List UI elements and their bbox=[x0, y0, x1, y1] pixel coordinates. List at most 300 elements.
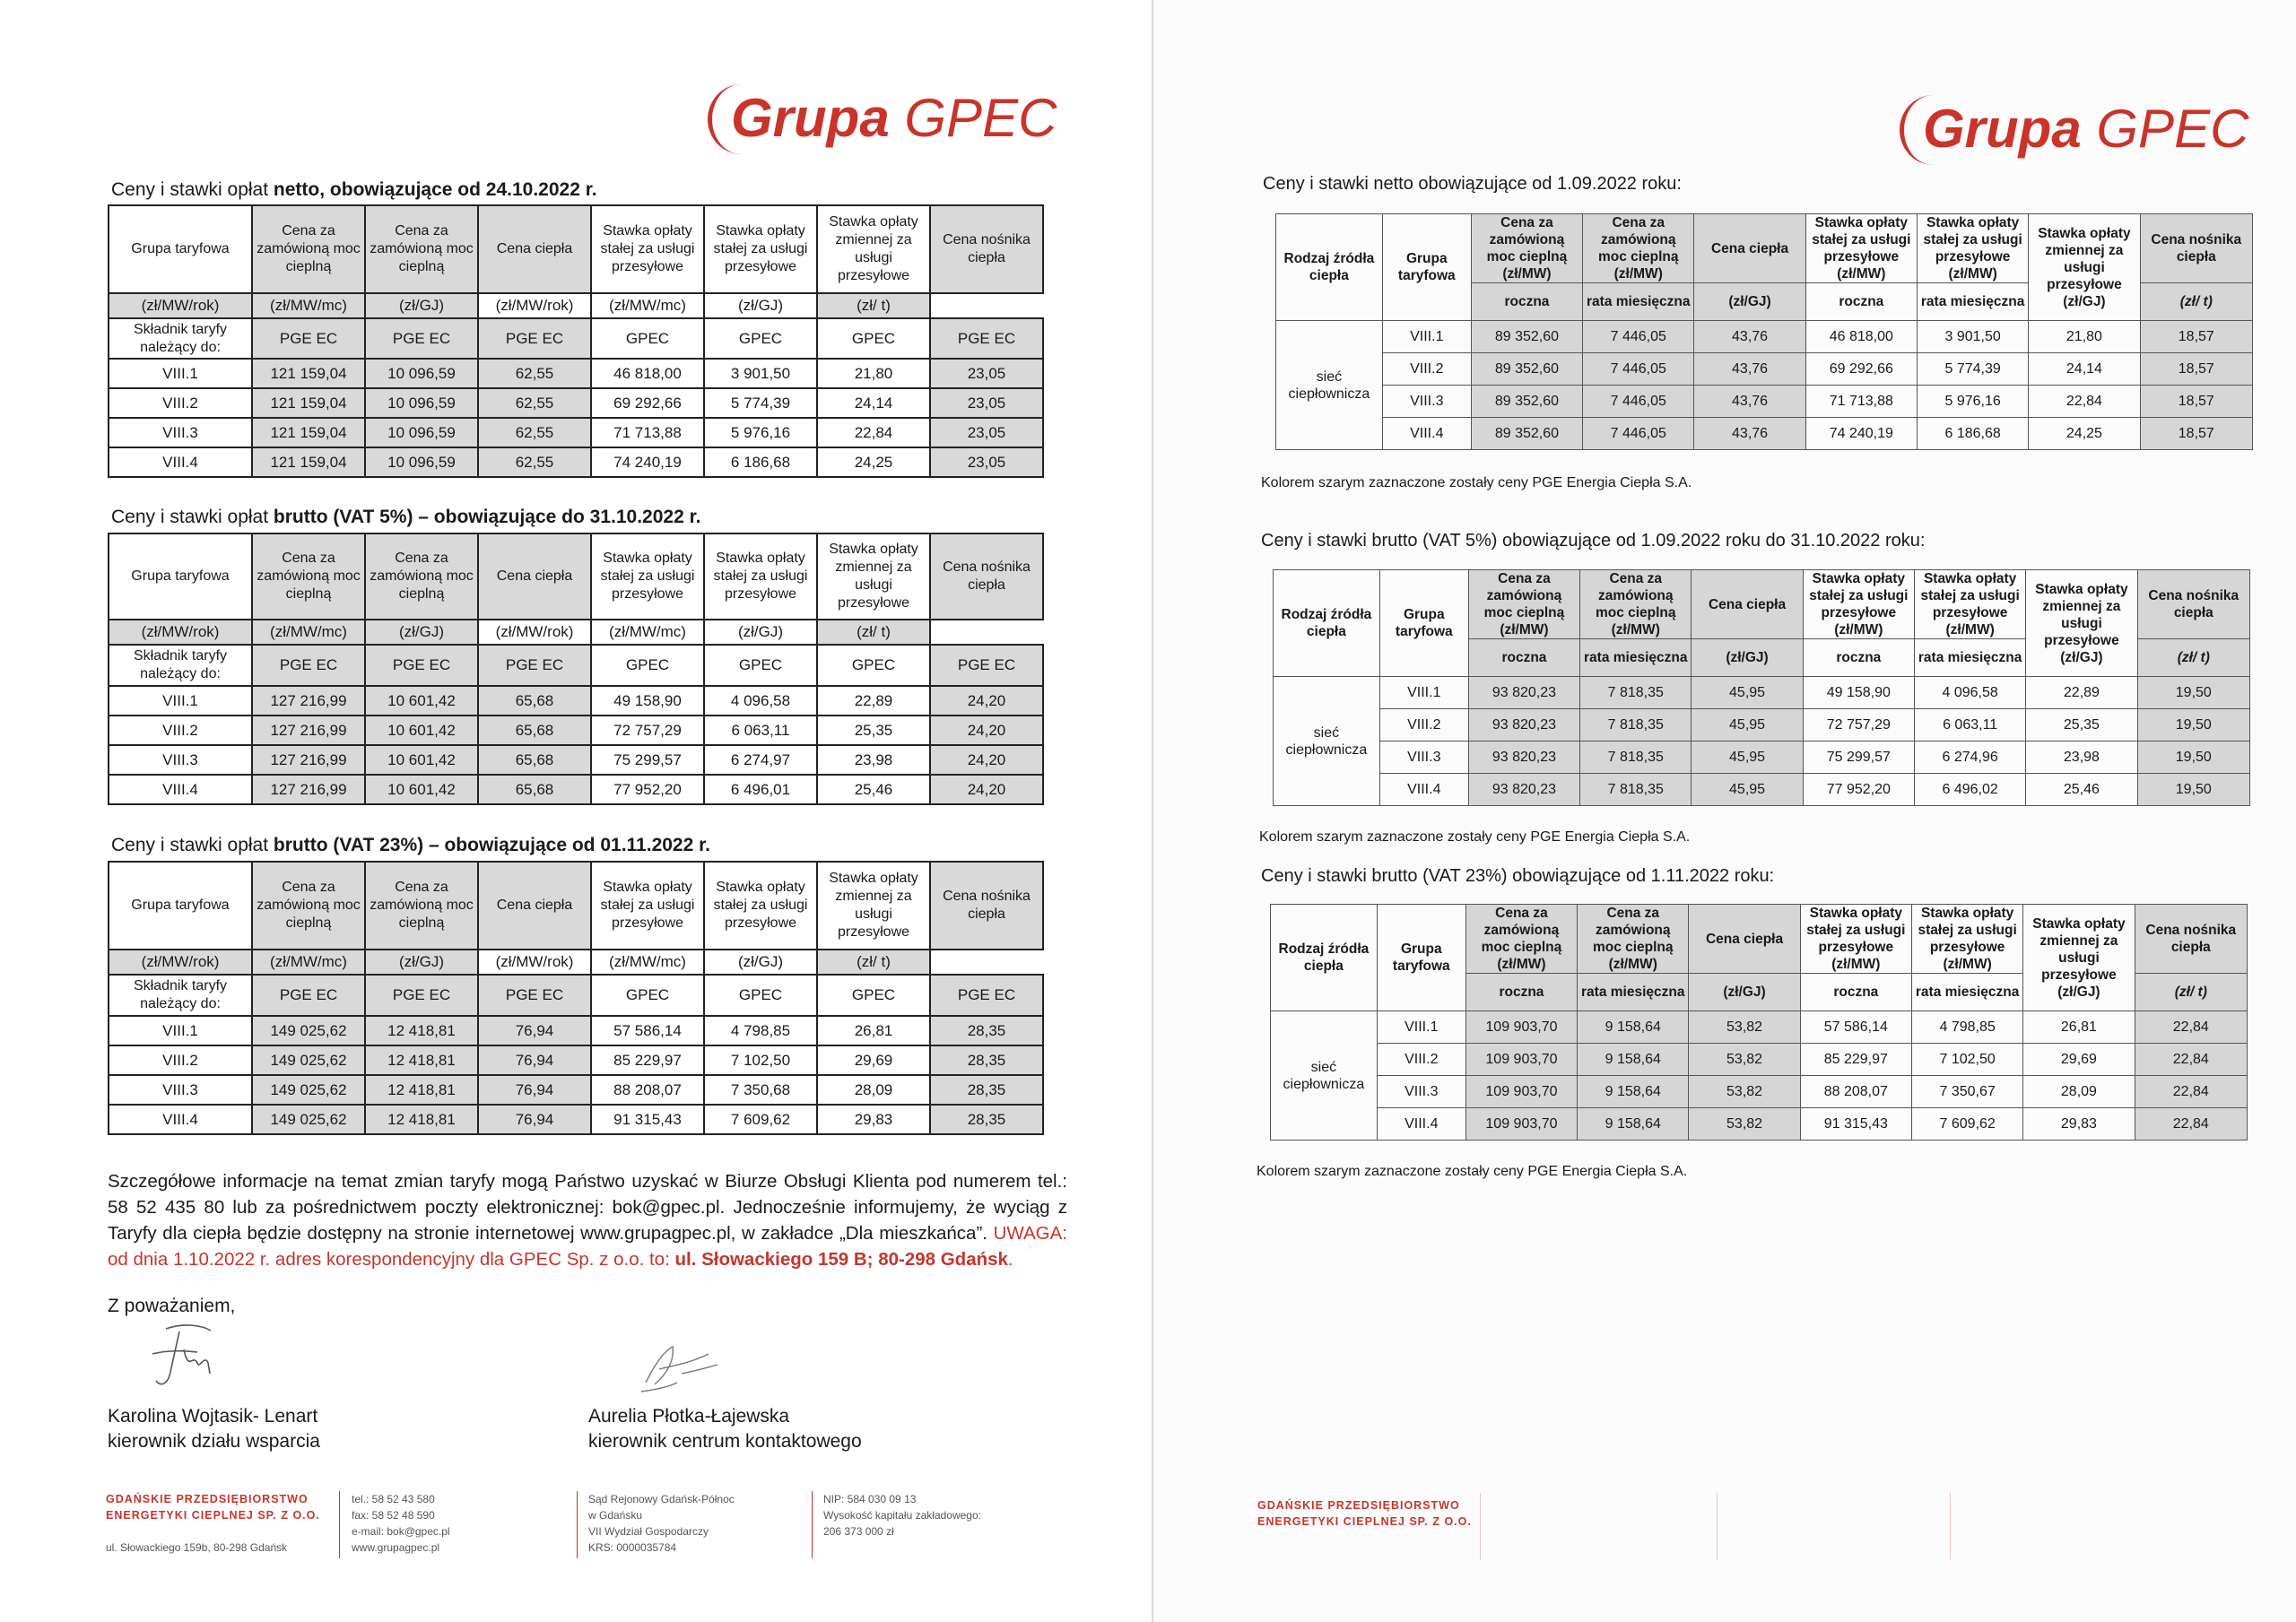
col-header: Stawka opłaty stałej za usługi przesyłowe bbox=[591, 205, 704, 293]
table-cell: 121 159,04 bbox=[252, 447, 365, 477]
table-cell: 23,98 bbox=[2026, 742, 2137, 774]
table-cell: 22,84 bbox=[817, 418, 930, 447]
table-cell: VIII.4 bbox=[109, 775, 252, 804]
table-row bbox=[109, 745, 1043, 775]
table-cell: 4 798,85 bbox=[1911, 1011, 2022, 1044]
table-cell: 43,76 bbox=[1694, 353, 1805, 386]
table-cell: VIII.4 bbox=[1379, 774, 1468, 806]
table-cell: 6 063,11 bbox=[1914, 709, 2025, 742]
table-cell: 149 025,62 bbox=[252, 1016, 365, 1045]
table-cell: 28,09 bbox=[817, 1075, 930, 1105]
component-label: Składnik taryfy należący do: bbox=[109, 975, 252, 1016]
source-header: Rodzaj źródła ciepła bbox=[1274, 570, 1380, 677]
table-cell: VIII.2 bbox=[109, 1045, 252, 1075]
table-row bbox=[1271, 1076, 2248, 1108]
footer-separator bbox=[1717, 1493, 1718, 1560]
table-cell: 4 096,58 bbox=[1914, 677, 2025, 709]
footer-company: GDAŃSKIE PRZEDSIĘBIORSTWO ENERGETYKI CIEPLNEJ SP. Z O.O. bbox=[106, 1493, 320, 1522]
table-row bbox=[109, 716, 1043, 745]
table-cell: 12 418,81 bbox=[365, 1075, 478, 1105]
table-cell: 4 798,85 bbox=[704, 1016, 817, 1045]
table-cell: 10 601,42 bbox=[365, 686, 478, 716]
table-cell: 89 352,60 bbox=[1471, 321, 1582, 353]
table-cell: 76,94 bbox=[478, 1045, 591, 1075]
component-cell: GPEC bbox=[704, 975, 817, 1016]
col-subheader: (zł/ t) bbox=[2137, 639, 2249, 677]
table-cell: 77 952,20 bbox=[1803, 774, 1914, 806]
table-cell: 26,81 bbox=[2023, 1011, 2135, 1044]
col-header: Cena ciepła bbox=[478, 533, 591, 620]
table-row bbox=[1276, 321, 2253, 353]
col-header: Cena za zamówioną moc cieplną bbox=[365, 533, 478, 620]
table-cell: 62,55 bbox=[478, 447, 591, 477]
table-cell: 18,57 bbox=[2140, 321, 2252, 353]
table-row bbox=[109, 686, 1043, 716]
table-cell: 127 216,99 bbox=[252, 745, 365, 775]
table-cell: 25,35 bbox=[2026, 709, 2137, 742]
table-cell: 93 820,23 bbox=[1468, 709, 1579, 742]
table-cell: 10 096,59 bbox=[365, 359, 478, 388]
table-cell: 24,14 bbox=[817, 388, 930, 418]
col-header: Cena za zamówioną moc cieplną bbox=[252, 533, 365, 620]
unit-cell: (zł/MW/rok) bbox=[109, 293, 252, 318]
table-cell: VIII.1 bbox=[109, 1016, 252, 1045]
table-cell: 69 292,66 bbox=[1805, 353, 1917, 386]
table-cell: 5 976,16 bbox=[704, 418, 817, 447]
col-subheader: rata miesięczna bbox=[1917, 283, 2028, 321]
unit-cell: (zł/MW/rok) bbox=[478, 293, 591, 318]
table-cell: VIII.3 bbox=[109, 745, 252, 775]
table-cell: VIII.4 bbox=[1377, 1108, 1465, 1141]
table-cell: VIII.1 bbox=[1382, 321, 1471, 353]
table-netto bbox=[108, 204, 1044, 478]
table-cell: 121 159,04 bbox=[252, 418, 365, 447]
table-row bbox=[1274, 774, 2250, 806]
table-cell: VIII.3 bbox=[1377, 1076, 1465, 1108]
table-cell: 23,98 bbox=[817, 745, 930, 775]
col-subheader: roczna bbox=[1468, 639, 1579, 677]
col-subheader: roczna bbox=[1805, 283, 1917, 321]
unit-cell: (zł/MW/mc) bbox=[252, 950, 365, 975]
table-cell: 6 186,68 bbox=[1917, 418, 2028, 450]
table-cell: 43,76 bbox=[1694, 386, 1805, 418]
table-cell: 10 096,59 bbox=[365, 418, 478, 447]
component-cell: GPEC bbox=[817, 975, 930, 1016]
table-cell: 25,46 bbox=[2026, 774, 2137, 806]
unit-cell: (zł/MW/rok) bbox=[478, 950, 591, 975]
footer-separator bbox=[812, 1491, 813, 1558]
table-cell: 22,84 bbox=[2135, 1011, 2247, 1044]
table-cell: 71 713,88 bbox=[1805, 386, 1917, 418]
col-header: Cena nośnika ciepła bbox=[930, 533, 1043, 620]
component-cell: GPEC bbox=[817, 645, 930, 686]
table-row bbox=[109, 1045, 1043, 1075]
component-cell: PGE EC bbox=[930, 318, 1043, 359]
col-header: Cena nośnika ciepła bbox=[2137, 570, 2249, 639]
table-cell: 24,20 bbox=[930, 775, 1043, 804]
col-subheader: roczna bbox=[1465, 974, 1577, 1011]
signatory-1 bbox=[108, 1404, 320, 1454]
table-cell: 75 299,57 bbox=[1803, 742, 1914, 774]
footer-company: GDAŃSKIE PRZEDSIĘBIORSTWO ENERGETYKI CIEPLNEJ SP. Z O.O. bbox=[1257, 1499, 1472, 1528]
unit-cell: (zł/GJ) bbox=[704, 293, 817, 318]
col-header: Cena za zamówioną moc cieplną (zł/MW) bbox=[1578, 905, 1689, 974]
table-row bbox=[1276, 353, 2253, 386]
table-cell: 10 601,42 bbox=[365, 745, 478, 775]
info-paragraph: Szczegółowe informacje na temat zmian taryfy mogą Państwo uzyskać w Biurze Obsługi Klienta pod numerem tel.: 58 52 435 80 lub za pośrednictwem poczty elektronicznej: bok@gpec.pl. Jednocześnie informujemy, że wyciąg z Taryfy dla ciepła będzie dostępny na stronie internetowej www.grupagpec.pl, w zakładce „Dla mieszkańca”. UWAGA: od dnia 1.10.2022 r. adres korespondencyjny dla GPEC Sp. z o.o. to: ul. Słowackiego 159 B; 80-298 Gdańsk. bbox=[108, 1171, 1067, 1270]
table-cell: 26,81 bbox=[817, 1016, 930, 1045]
table-cell: 28,35 bbox=[930, 1045, 1043, 1075]
group-header: Grupa taryfowa bbox=[1379, 570, 1468, 677]
table-cell: 65,68 bbox=[478, 686, 591, 716]
table-cell: 72 757,29 bbox=[591, 716, 704, 745]
component-cell: PGE EC bbox=[365, 975, 478, 1016]
table-cell: 22,89 bbox=[2026, 677, 2137, 709]
table-cell: 89 352,60 bbox=[1471, 418, 1582, 450]
table-cell: 22,84 bbox=[2135, 1076, 2247, 1108]
col-header: Grupa taryfowa bbox=[109, 533, 252, 620]
table-row bbox=[109, 775, 1043, 804]
table-cell: 7 446,05 bbox=[1583, 418, 1694, 450]
table-cell: 6 063,11 bbox=[704, 716, 817, 745]
table-cell: 23,05 bbox=[930, 418, 1043, 447]
unit-cell: (zł/MW/rok) bbox=[109, 950, 252, 975]
table-cell: 89 352,60 bbox=[1471, 353, 1582, 386]
heading-right-netto: Ceny i stawki netto obowiązujące od 1.09.2022 roku: bbox=[1263, 174, 1682, 194]
unit-cell: (zł/GJ) bbox=[704, 950, 817, 975]
table-cell: 93 820,23 bbox=[1468, 677, 1579, 709]
table-cell: 9 158,64 bbox=[1578, 1076, 1689, 1108]
logo-arc-icon bbox=[708, 84, 775, 154]
table-cell: 91 315,43 bbox=[1800, 1108, 1911, 1141]
table-cell: 149 025,62 bbox=[252, 1045, 365, 1075]
table-cell: 76,94 bbox=[478, 1016, 591, 1045]
col-header: Cena nośnika ciepła bbox=[930, 862, 1043, 950]
table-cell: 109 903,70 bbox=[1465, 1044, 1577, 1076]
unit-cell: (zł/ t) bbox=[817, 620, 930, 645]
table-cell: 7 818,35 bbox=[1580, 709, 1692, 742]
table-cell: 28,35 bbox=[930, 1016, 1043, 1045]
unit-cell: (zł/MW/mc) bbox=[252, 293, 365, 318]
unit-cell: (zł/MW/mc) bbox=[591, 620, 704, 645]
component-cell: PGE EC bbox=[930, 645, 1043, 686]
table-cell: 23,05 bbox=[930, 447, 1043, 477]
col-header: Cena nośnika ciepła bbox=[2135, 905, 2247, 974]
table-cell: 3 901,50 bbox=[704, 359, 817, 388]
table-cell: 7 609,62 bbox=[1911, 1108, 2022, 1141]
col-header: Grupa taryfowa bbox=[109, 205, 252, 293]
table-cell: 23,05 bbox=[930, 359, 1043, 388]
table-cell: 62,55 bbox=[478, 388, 591, 418]
table-cell: 25,46 bbox=[817, 775, 930, 804]
table-cell: 5 774,39 bbox=[704, 388, 817, 418]
signature-2-icon bbox=[628, 1338, 726, 1401]
unit-cell: (zł/GJ) bbox=[365, 293, 478, 318]
signatory-2 bbox=[588, 1404, 862, 1454]
col-header: Stawka opłaty zmiennej za usługi przesyłowe (zł/GJ) bbox=[2026, 570, 2137, 677]
table-cell: 89 352,60 bbox=[1471, 386, 1582, 418]
table-row bbox=[1276, 386, 2253, 418]
col-header: Stawka opłaty stałej za usługi przesyłowe bbox=[704, 533, 817, 620]
component-cell: PGE EC bbox=[478, 975, 591, 1016]
col-header: Cena za zamówioną moc cieplną (zł/MW) bbox=[1465, 905, 1577, 974]
component-cell: PGE EC bbox=[930, 975, 1043, 1016]
table-cell: 65,68 bbox=[478, 745, 591, 775]
component-cell: PGE EC bbox=[252, 318, 365, 359]
table-cell: 88 208,07 bbox=[1800, 1076, 1911, 1108]
table-cell: 22,84 bbox=[2135, 1044, 2247, 1076]
col-header: Cena ciepła bbox=[1694, 214, 1805, 283]
col-subheader: (zł/GJ) bbox=[1694, 283, 1805, 321]
table-row bbox=[109, 418, 1043, 447]
source-cell: sieć ciepłownicza bbox=[1274, 677, 1380, 806]
col-header: Stawka opłaty zmiennej za usługi przesyłowe (zł/GJ) bbox=[2029, 214, 2140, 321]
col-subheader: roczna bbox=[1471, 283, 1582, 321]
table-cell: 7 350,68 bbox=[704, 1075, 817, 1105]
unit-cell: (zł/GJ) bbox=[704, 620, 817, 645]
component-cell: GPEC bbox=[591, 645, 704, 686]
table-cell: VIII.1 bbox=[109, 359, 252, 388]
col-header: Cena za zamówioną moc cieplną (zł/MW) bbox=[1468, 570, 1579, 639]
col-header: Cena za zamówioną moc cieplną bbox=[252, 862, 365, 950]
gray-note: Kolorem szarym zaznaczone zostały ceny PGE Energia Ciepła S.A. bbox=[1257, 1164, 1688, 1179]
footer-nip: NIP: 584 030 09 13 Wysokość kapitału zakładowego: 206 373 000 zł bbox=[823, 1493, 981, 1538]
table-cell: 29,69 bbox=[2023, 1044, 2135, 1076]
col-header: Cena nośnika ciepła bbox=[2140, 214, 2252, 283]
table-cell: 49 158,90 bbox=[591, 686, 704, 716]
col-header: Cena nośnika ciepła bbox=[930, 205, 1043, 293]
col-header: Cena za zamówioną moc cieplną (zł/MW) bbox=[1471, 214, 1582, 283]
table-cell: VIII.2 bbox=[1379, 709, 1468, 742]
table-cell: 24,20 bbox=[930, 716, 1043, 745]
col-header: Stawka opłaty stałej za usługi przesyłowe bbox=[704, 205, 817, 293]
signatory-name: Karolina Wojtasik- Lenart bbox=[108, 1406, 318, 1427]
group-header: Grupa taryfowa bbox=[1382, 214, 1471, 321]
letter-page-right bbox=[1153, 0, 2296, 1622]
table-cell: 29,69 bbox=[817, 1045, 930, 1075]
table-cell: VIII.2 bbox=[109, 716, 252, 745]
table-cell: 21,80 bbox=[817, 359, 930, 388]
signatory-role: kierownik centrum kontaktowego bbox=[588, 1431, 862, 1452]
footer-separator bbox=[339, 1491, 340, 1558]
table-brutto-23 bbox=[108, 861, 1044, 1135]
table-cell: 76,94 bbox=[478, 1105, 591, 1134]
table-cell: VIII.4 bbox=[109, 447, 252, 477]
col-header: Cena ciepła bbox=[1692, 570, 1803, 639]
table-cell: 9 158,64 bbox=[1578, 1044, 1689, 1076]
heading-right-brutto-23: Ceny i stawki brutto (VAT 23%) obowiązujące od 1.11.2022 roku: bbox=[1261, 866, 1775, 886]
table-cell: 49 158,90 bbox=[1803, 677, 1914, 709]
table-cell: 45,95 bbox=[1692, 774, 1803, 806]
table-cell: 18,57 bbox=[2140, 418, 2252, 450]
table-cell: 121 159,04 bbox=[252, 359, 365, 388]
table-cell: 9 158,64 bbox=[1578, 1108, 1689, 1141]
col-header: Stawka opłaty stałej za usługi przesyłowe (zł/MW) bbox=[1805, 214, 1917, 283]
table-cell: 45,95 bbox=[1692, 709, 1803, 742]
component-cell: GPEC bbox=[591, 318, 704, 359]
table-cell: 69 292,66 bbox=[591, 388, 704, 418]
source-header: Rodzaj źródła ciepła bbox=[1271, 905, 1378, 1011]
unit-cell: (zł/GJ) bbox=[365, 620, 478, 645]
table-cell: 43,76 bbox=[1694, 418, 1805, 450]
source-header: Rodzaj źródła ciepła bbox=[1276, 214, 1383, 321]
col-header: Cena za zamówioną moc cieplną bbox=[365, 862, 478, 950]
col-header: Cena ciepła bbox=[478, 862, 591, 950]
col-header: Stawka opłaty stałej za usługi przesyłowe bbox=[591, 533, 704, 620]
table-cell: 10 096,59 bbox=[365, 447, 478, 477]
component-cell: PGE EC bbox=[365, 645, 478, 686]
table-cell: 109 903,70 bbox=[1465, 1076, 1577, 1108]
table-row bbox=[1271, 1011, 2248, 1044]
col-header: Cena ciepła bbox=[478, 205, 591, 293]
table-cell: 18,57 bbox=[2140, 353, 2252, 386]
gray-note: Kolorem szarym zaznaczone zostały ceny PGE Energia Ciepła S.A. bbox=[1261, 475, 1692, 490]
table-cell: 3 901,50 bbox=[1917, 321, 2028, 353]
logo-arc-icon bbox=[1900, 95, 1967, 165]
col-header: Cena za zamówioną moc cieplną (zł/MW) bbox=[1583, 214, 1694, 283]
table-cell: 121 159,04 bbox=[252, 388, 365, 418]
table-cell: 12 418,81 bbox=[365, 1045, 478, 1075]
table-cell: 12 418,81 bbox=[365, 1016, 478, 1045]
col-header: Stawka opłaty stałej za usługi przesyłowe (zł/MW) bbox=[1911, 905, 2022, 974]
table-cell: 4 096,58 bbox=[704, 686, 817, 716]
table-row bbox=[1274, 677, 2250, 709]
col-header: Grupa taryfowa bbox=[109, 862, 252, 950]
col-subheader: roczna bbox=[1800, 974, 1911, 1011]
gray-note: Kolorem szarym zaznaczone zostały ceny PGE Energia Ciepła S.A. bbox=[1259, 829, 1691, 845]
table-cell: VIII.3 bbox=[109, 1075, 252, 1105]
col-subheader: (zł/GJ) bbox=[1692, 639, 1803, 677]
table-cell: 7 818,35 bbox=[1580, 677, 1692, 709]
col-header: Cena ciepła bbox=[1689, 905, 1800, 974]
table-cell: 6 496,01 bbox=[704, 775, 817, 804]
col-header: Stawka opłaty zmiennej za usługi przesyłowe bbox=[817, 205, 930, 293]
signatory-role: kierownik działu wsparcia bbox=[108, 1431, 320, 1452]
table-cell: 22,84 bbox=[2029, 386, 2140, 418]
component-label: Składnik taryfy należący do: bbox=[109, 318, 252, 359]
table-cell: 65,68 bbox=[478, 716, 591, 745]
col-header: Stawka opłaty zmiennej za usługi przesyłowe bbox=[817, 533, 930, 620]
table-cell: 28,35 bbox=[930, 1105, 1043, 1134]
table-cell: 22,89 bbox=[817, 686, 930, 716]
source-cell: sieć ciepłownicza bbox=[1276, 321, 1383, 450]
table-cell: 85 229,97 bbox=[591, 1045, 704, 1075]
source-cell: sieć ciepłownicza bbox=[1271, 1011, 1378, 1141]
col-subheader: rata miesięczna bbox=[1914, 639, 2025, 677]
col-header: Stawka opłaty stałej za usługi przesyłowe (zł/MW) bbox=[1917, 214, 2028, 283]
table-cell: 53,82 bbox=[1689, 1011, 1800, 1044]
unit-cell: (zł/ t) bbox=[817, 950, 930, 975]
table-row bbox=[1276, 418, 2253, 450]
unit-cell: (zł/MW/rok) bbox=[478, 620, 591, 645]
table-cell: 6 274,97 bbox=[704, 745, 817, 775]
table-right-netto bbox=[1275, 213, 2253, 450]
table-cell: 53,82 bbox=[1689, 1108, 1800, 1141]
col-subheader: rata miesięczna bbox=[1583, 283, 1694, 321]
table-cell: 29,83 bbox=[2023, 1108, 2135, 1141]
table-cell: 5 774,39 bbox=[1917, 353, 2028, 386]
col-header: Cena za zamówioną moc cieplną bbox=[252, 205, 365, 293]
heading-right-brutto-5: Ceny i stawki brutto (VAT 5%) obowiązujące od 1.09.2022 roku do 31.10.2022 roku: bbox=[1261, 531, 1926, 551]
table-cell: VIII.2 bbox=[1377, 1044, 1465, 1076]
table-cell: 53,82 bbox=[1689, 1076, 1800, 1108]
signature-1-icon bbox=[144, 1318, 224, 1403]
table-row bbox=[109, 1075, 1043, 1105]
table-row bbox=[1274, 709, 2250, 742]
table-cell: 93 820,23 bbox=[1468, 742, 1579, 774]
footer-contact: tel.: 58 52 43 580 fax: 58 52 48 590 e-mail: bok@gpec.pl www.grupagpec.pl bbox=[352, 1493, 450, 1554]
table-cell: 75 299,57 bbox=[591, 745, 704, 775]
closing-text: Z poważaniem, bbox=[108, 1296, 236, 1316]
table-row bbox=[109, 359, 1043, 388]
table-row bbox=[109, 388, 1043, 418]
table-row bbox=[109, 1105, 1043, 1134]
table-cell: 6 274,96 bbox=[1914, 742, 2025, 774]
col-header: Stawka opłaty stałej za usługi przesyłowe (zł/MW) bbox=[1800, 905, 1911, 974]
table-cell: 7 609,62 bbox=[704, 1105, 817, 1134]
col-header: Stawka opłaty stałej za usługi przesyłowe (zł/MW) bbox=[1914, 570, 2025, 639]
table-cell: 127 216,99 bbox=[252, 686, 365, 716]
table-right-brutto-23 bbox=[1270, 904, 2248, 1141]
table-cell: 62,55 bbox=[478, 359, 591, 388]
table-cell: 19,50 bbox=[2137, 774, 2249, 806]
col-header: Stawka opłaty zmiennej za usługi przesyłowe bbox=[817, 862, 930, 950]
col-header: Stawka opłaty stałej za usługi przesyłowe bbox=[591, 862, 704, 950]
table-cell: 7 446,05 bbox=[1583, 321, 1694, 353]
table-cell: VIII.3 bbox=[1379, 742, 1468, 774]
unit-cell: (zł/MW/mc) bbox=[252, 620, 365, 645]
gpec-logo: Grupa GPEC bbox=[1923, 100, 2248, 158]
table-cell: 71 713,88 bbox=[591, 418, 704, 447]
table-cell: 7 102,50 bbox=[1911, 1044, 2022, 1076]
table-cell: 9 158,64 bbox=[1578, 1011, 1689, 1044]
table-cell: 43,76 bbox=[1694, 321, 1805, 353]
table-cell: 45,95 bbox=[1692, 742, 1803, 774]
table-cell: 7 446,05 bbox=[1583, 386, 1694, 418]
table-row bbox=[1271, 1108, 2248, 1141]
table-cell: 53,82 bbox=[1689, 1044, 1800, 1076]
table-cell: 74 240,19 bbox=[591, 447, 704, 477]
col-header: Cena za zamówioną moc cieplną bbox=[365, 205, 478, 293]
table-cell: 93 820,23 bbox=[1468, 774, 1579, 806]
table-cell: 57 586,14 bbox=[591, 1016, 704, 1045]
table-cell: 74 240,19 bbox=[1805, 418, 1917, 450]
col-subheader: roczna bbox=[1803, 639, 1914, 677]
footer-address: ul. Słowackiego 159b, 80-298 Gdańsk bbox=[106, 1541, 288, 1554]
table-cell: 76,94 bbox=[478, 1075, 591, 1105]
table-cell: 24,25 bbox=[817, 447, 930, 477]
col-header: Stawka opłaty stałej za usługi przesyłowe (zł/MW) bbox=[1803, 570, 1914, 639]
gpec-logo: Grupa GPEC bbox=[731, 90, 1057, 147]
table-cell: 7 818,35 bbox=[1580, 742, 1692, 774]
col-header: Stawka opłaty zmiennej za usługi przesyłowe (zł/GJ) bbox=[2023, 905, 2135, 1011]
table-cell: 109 903,70 bbox=[1465, 1011, 1577, 1044]
table-cell: 5 976,16 bbox=[1917, 386, 2028, 418]
component-cell: GPEC bbox=[704, 645, 817, 686]
table-brutto-5 bbox=[108, 533, 1044, 805]
component-cell: GPEC bbox=[817, 318, 930, 359]
table-cell: 28,09 bbox=[2023, 1076, 2135, 1108]
footer-separator bbox=[1480, 1493, 1481, 1560]
table-cell: 77 952,20 bbox=[591, 775, 704, 804]
unit-cell: (zł/ t) bbox=[817, 293, 930, 318]
table-cell: 149 025,62 bbox=[252, 1075, 365, 1105]
table-cell: 91 315,43 bbox=[591, 1105, 704, 1134]
col-subheader: (zł/ t) bbox=[2140, 283, 2252, 321]
table-cell: 19,50 bbox=[2137, 709, 2249, 742]
col-subheader: rata miesięczna bbox=[1578, 974, 1689, 1011]
table-cell: VIII.1 bbox=[109, 686, 252, 716]
